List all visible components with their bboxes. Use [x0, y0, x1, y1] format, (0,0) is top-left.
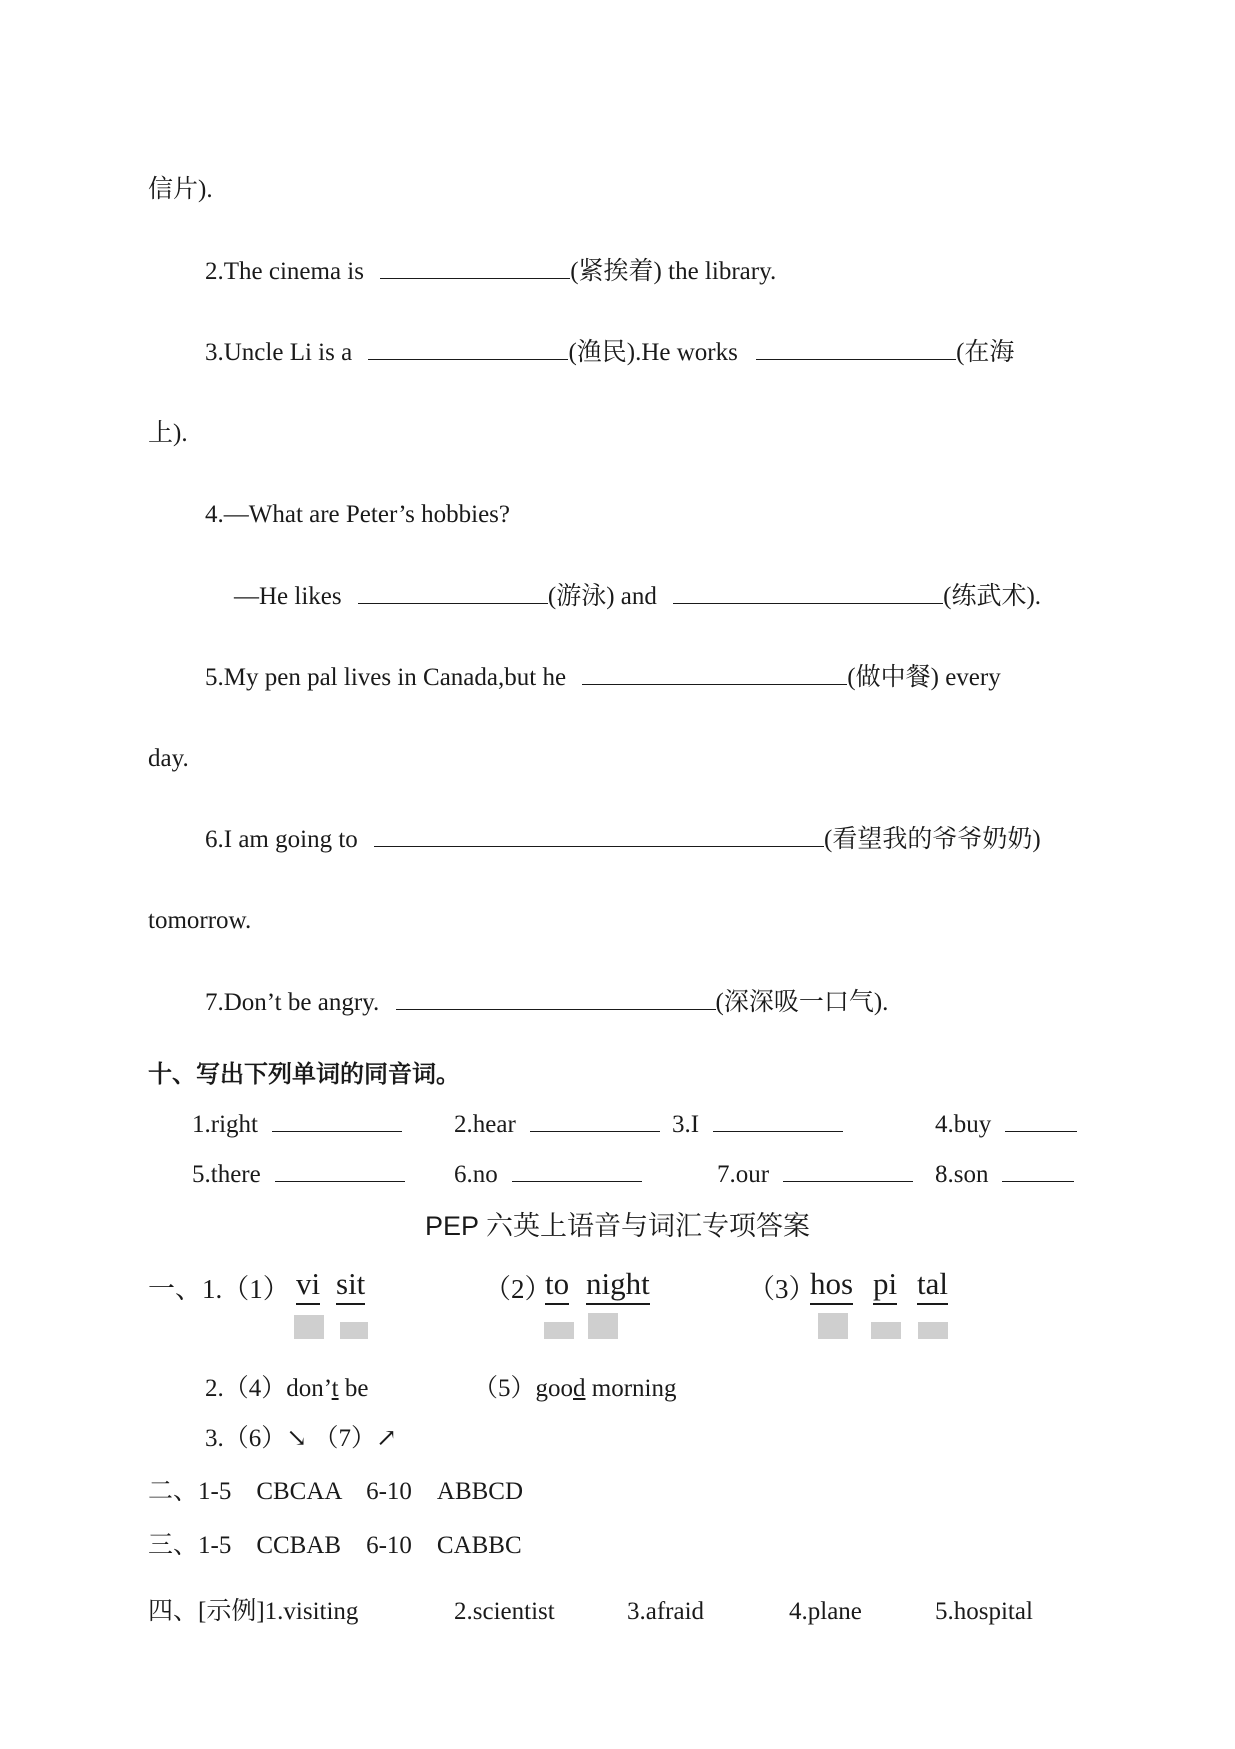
stress-box-weak: [918, 1322, 948, 1339]
answer-1-line-2: 2.（4）don’t be: [205, 1375, 369, 1402]
question-4: 4.—What are Peter’s hobbies?: [205, 501, 510, 528]
homophone-blank-1[interactable]: [272, 1109, 402, 1132]
homophone-blank-7[interactable]: [783, 1159, 913, 1182]
q2-blank[interactable]: [380, 256, 570, 279]
syllable-tal: tal: [917, 1266, 948, 1305]
q6-prefix: 6.I am going to: [205, 826, 358, 853]
stress-box-weak: [340, 1322, 368, 1339]
stress-box-strong: [818, 1313, 848, 1339]
homophone-item-3: 3.I: [672, 1109, 843, 1141]
section-10-heading: 十、写出下列单词的同音词。: [148, 1060, 460, 1088]
homophone-blank-3[interactable]: [713, 1109, 843, 1132]
syllable-to: to: [545, 1266, 569, 1305]
q5-hint: (做中餐) every: [847, 664, 1001, 691]
syllable-hos: hos: [810, 1266, 853, 1305]
continuation-line: 信片).: [148, 176, 213, 203]
q3-prefix: 3.Uncle Li is a: [205, 339, 353, 366]
q7-prefix: 7.Don’t be angry.: [205, 989, 380, 1016]
syllable-sit: sit: [336, 1266, 365, 1305]
q7-blank[interactable]: [396, 987, 716, 1010]
answer-key-title: PEP 六英上语音与词汇专项答案: [424, 1211, 811, 1241]
homophone-item-1: 1.right: [192, 1109, 402, 1141]
q5-blank[interactable]: [582, 662, 847, 685]
answer-4-item: 2.scientist: [454, 1598, 555, 1625]
answer-1-label: 一、1.（1）: [148, 1274, 290, 1304]
q4-hint-1: (游泳) and: [547, 583, 657, 610]
homophone-item-6: 6.no: [454, 1159, 642, 1191]
answer-4-item: 3.afraid: [627, 1598, 705, 1625]
homophone-blank-8[interactable]: [1002, 1159, 1074, 1182]
q3-hint-1: (渔民).He works: [568, 339, 738, 366]
q5-continuation: day.: [148, 745, 189, 772]
q4-blank-2[interactable]: [673, 581, 943, 604]
question-3: [205, 337, 1014, 369]
syllable-pi: pi: [873, 1266, 897, 1305]
answer-1-label-3: （3）: [748, 1274, 816, 1304]
question-6: [205, 824, 1041, 856]
question-2: [205, 256, 776, 288]
q2-hint: (紧挨着) the library.: [570, 258, 777, 285]
q3-continuation: 上).: [148, 420, 188, 447]
homophone-item-4: 4.buy: [935, 1109, 1077, 1141]
homophone-blank-5[interactable]: [275, 1159, 405, 1182]
homophone-item-5: 5.there: [192, 1159, 405, 1191]
syllable-vi: vi: [296, 1266, 320, 1305]
question-5: [205, 662, 1001, 694]
syllable-night: night: [586, 1266, 650, 1305]
homophone-item-2: 2.hear: [454, 1109, 660, 1141]
stress-box-weak: [544, 1322, 574, 1339]
answer-4-item: 4.plane: [789, 1598, 862, 1625]
homophone-blank-6[interactable]: [512, 1159, 642, 1182]
answer-3: 三、1-5 CCBAB 6-10 CABBC: [148, 1532, 522, 1559]
q4-blank-1[interactable]: [358, 581, 548, 604]
answer-1-line-2b: （5）good morning: [473, 1375, 677, 1402]
q2-prefix: 2.The cinema is: [205, 258, 364, 285]
q7-hint: (深深吸一口气).: [715, 989, 889, 1016]
stress-box-strong: [588, 1313, 618, 1339]
q3-blank-2[interactable]: [756, 337, 956, 360]
q6-continuation: tomorrow.: [148, 907, 252, 934]
homophone-item-8: 8.son: [935, 1159, 1074, 1191]
q3-hint-2: (在海: [956, 339, 1015, 366]
q3-blank-1[interactable]: [368, 337, 568, 360]
stress-box-strong: [294, 1315, 324, 1339]
homophone-blank-4[interactable]: [1005, 1109, 1077, 1132]
q4-hint-2: (练武术).: [943, 583, 1042, 610]
answer-4: 四、[示例]1.visiting: [148, 1598, 359, 1625]
q5-prefix: 5.My pen pal lives in Canada,but he: [205, 664, 567, 691]
answer-4-item: 5.hospital: [935, 1598, 1033, 1625]
homophone-blank-2[interactable]: [530, 1109, 660, 1132]
q4-prefix: —He likes: [234, 583, 342, 610]
stress-box-weak: [871, 1322, 901, 1339]
answer-1-line-3: 3.（6）↘ （7）↗: [205, 1425, 397, 1452]
answer-1-label-2: （2）: [484, 1274, 552, 1304]
q6-blank[interactable]: [374, 824, 824, 847]
question-7: [205, 987, 888, 1019]
q6-hint: (看望我的爷爷奶奶): [824, 826, 1041, 853]
homophone-item-7: 7.our: [717, 1159, 913, 1191]
question-4-answer: [234, 581, 1041, 613]
answer-2: 二、1-5 CBCAA 6-10 ABBCD: [148, 1478, 524, 1505]
